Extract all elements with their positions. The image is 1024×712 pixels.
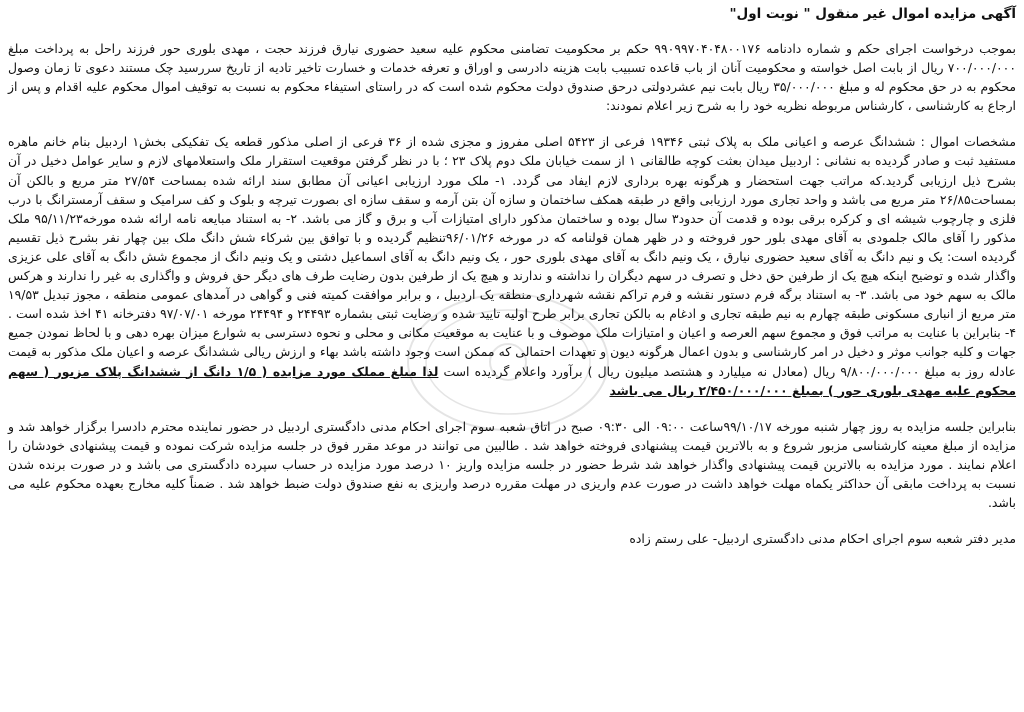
- notice-title: آگهی مزایده اموال غیر منقول " نوبت اول": [729, 6, 1016, 22]
- auction-session-paragraph: بنابراین جلسه مزایده به روز چهار شنبه مورخه ۹۹/۱۰/۱۷ساعت ۰۹:۰۰ الی ۰۹:۳۰ صبح در اتاق شعبه سوم اجرای احکام مدنی دادگستری اردبیل در حضور نماینده محترم دادسرا برگزار خواهد شد و مزایده از مبلغ معینه کارشناسی مزبور شروع و به بالاترین قیمت پیشنهادی فروخته خواهد شد . طالبین می توانند در موعد مقرر فوق در جلسه مزایده شرکت نموده و قیمت پیشنهادی خودشان را اعلام نمایند . مورد مزایده به بالاترین قیمت پیشنهادی واگذار خواهد شد شرط حضور در جلسه مزایده واریز ۱۰ درصد مورد مزایده در حساب سپرده دادگستری می باشد و در صورت برنده شدن نسبت به پرداخت مابقی آن حداکثر یکماه مهلت خواهد داشت در صورت عدم واریزی در مهلت مقرره درصد واریزی به نفع صندوق دولت ضبط خواهد شد . ضمناً کلیه مخارج بعهده محکوم علیه می باشد.: [8, 418, 1017, 511]
- property-specification-paragraph: [8, 132, 1016, 399]
- office-signature-line: مدیر دفتر شعبه سوم اجرای احکام مدنی دادگستری اردبیل- علی رستم زاده: [629, 531, 1016, 547]
- auction-price-underlined-text: لذا مبلغ مملک مورد مزایده ( ۱/۵ دانگ از ششدانگ پلاک مزبور ( سهم محکوم علیه مهدی بلوری حور ) بمبلغ ۲/۴۵۰/۰۰۰/۰۰۰ ریال می باشد: [8, 363, 1016, 398]
- auction-notice: [8, 2, 1016, 708]
- property-description-text: مشخصات اموال : ششدانگ عرصه و اعیانی ملک به پلاک ثبتی ۱۹۳۴۶ فرعی از ۵۴۲۳ اصلی مفروز و مجزی شده از ۳۶ فرعی از اصلی مذکور قطعه یک تفکیکی بخش۱ اردبیل بنام خانم ماهره مستفید ثبت و صادر گردیده به نشانی : اردبیل میدان بعثت کوچه طالقانی ۱ از سمت خیابان ملک دوم پلاک ۲۳ ؛ با در نظر گرفتن موقعیت استقرار ملک واستعلامهای لازم و سایر عوامل دخیل در آن بشرح ذیل ارزیابی گردید.که مراتب جهت استحضار و هرگونه بهره برداری لازم ایفاد می گردد. ۱- ملک مورد ارزیابی اعیانی آن مطابق سند ارائه شده بمساحت ۲۷/۵۴ متر مربع و بالکن آن بمساحت۲۶/۸۵ متر مربع می باشد و واحد تجاری مورد ارزیابی واقع در طبقه همکف ساختمان و سازه آن بتن آرمه و سقف سازه ای بصورت تیرچه و بلوک و کف سرامیک و سقف آرمسترانگ با درب فلزی و چارچوب شیشه ای و کرکره برقی بوده و قدمت آن حدود۳ سال بوده و ساختمان مذکور دارای امتیازات آب و برق و گاز می باشد. ۲- به استناد مبایعه نامه ارائه شده مورخه۹۵/۱۱/۲۳ ملک مذکور را آقای مالک جلمودی به آقای مهدی بلور حور فروخته و در ظهر همان قولنامه که در مورخه ۹۶/۰۱/۲۶تنظیم گردیده و با توافق بین شرکاء شش دانگ ملک بین چهار نفر بشرح ذیل تقسیم گردیده است: یک و نیم دانگ به آقای سعید حضوری نیارق ، یک ونیم دانگ به آقای مهدی بلوری حور ، یک ونیم دانگ به آقای اسماعیل دشتی و یک ونیم دانگ از مجموع شش دانگ به آقای علی عزیزی واگذار شده و توضیح اینکه هیچ یک از طرفین حق دخل و تصرف در سهم دیگران را نداشته و ندارند و هیچ یک از طرفین بدون رضایت طرف های دیگر حق فروش و واگذاری به غیر را ندارند و هرکس مالک به سهم خود می باشد. ۳- به استناد برگه فرم دستور نقشه و فرم تراکم نقشه شهرداری منطقه یک اردبیل ، و برابر موافقت کمیته فنی و گواهی در آمدهای عمومی منطقه ، مجوز تبدیل ۱۹/۵۳ متر مربع از انباری مسکونی طبقه چهارم به نیم طبقه تجاری و ادغام به بالکن تجاری برابر طرح اولیه تایید شده و رضایت ثبتی بشماره ۲۴۴۹۳ و ۲۴۴۹۴ مورخه ۹۷/۰۷/۰۱ دفترخانه ۴۱ اخذ شده است . ۴- بنابراین با عنایت به مراتب فوق و مجموع سهم العرصه و اعیان و امتیازات ملک موصوف و با عنایت به موقعیت مکانی و محلی و نحوه دسترسی به شوارع میزان بهره دهی و با لحاظ نمودن جمیع جهات و کلیه جوانب موثر و دخیل در امر کارشناسی و بدون اعمال هرگونه دیون و تعهدات احتمالی که ممکن است وجود داشته باشد بهاء و ارزش ریالی ششدانگ عرصه و اعیان ملک مذکور به قیمت عادله روز به مبلغ ۹/۸۰۰/۰۰۰/۰۰۰ ریال (معادل نه میلیارد و هشتصد میلیون ریال ) برآورد واعلام گردیده است: [8, 134, 1017, 379]
- notice-intro-paragraph: بموجب درخواست اجرای حکم و شماره دادنامه ۹۹۰۹۹۷۰۴۰۴۸۰۰۱۷۶ حکم بر محکومیت تضامنی محکوم علیه سعید حضوری نیارق فرزند حجت ، مهدی بلوری حور فرزند راحل به پرداخت مبلغ ۷۰۰/۰۰۰/۰۰۰ ریال از بابت اصل خواسته و محکومیت آنان از باب قاعده تسبیب بابت هزینه دادرسی و اوراق و تعرفه خدمات و خسارت تاخیر تادیه از تاریخ سررسید چک مستند دعوی تا زمان وصول محکوم به در حق محکوم له و مبلغ ۳۵/۰۰۰/۰۰۰ ریال بابت نیم عشردولتی درحق صندوق دولت محکوم شده است که در راستای استیفاء محکوم به نسبت به توقیف اموال محکوم علیه اقدام و پس از ارجاع به کارشناسی ، کارشناس مربوطه نظریه خود را به شرح زیر اعلام نمودند:: [8, 41, 1016, 114]
